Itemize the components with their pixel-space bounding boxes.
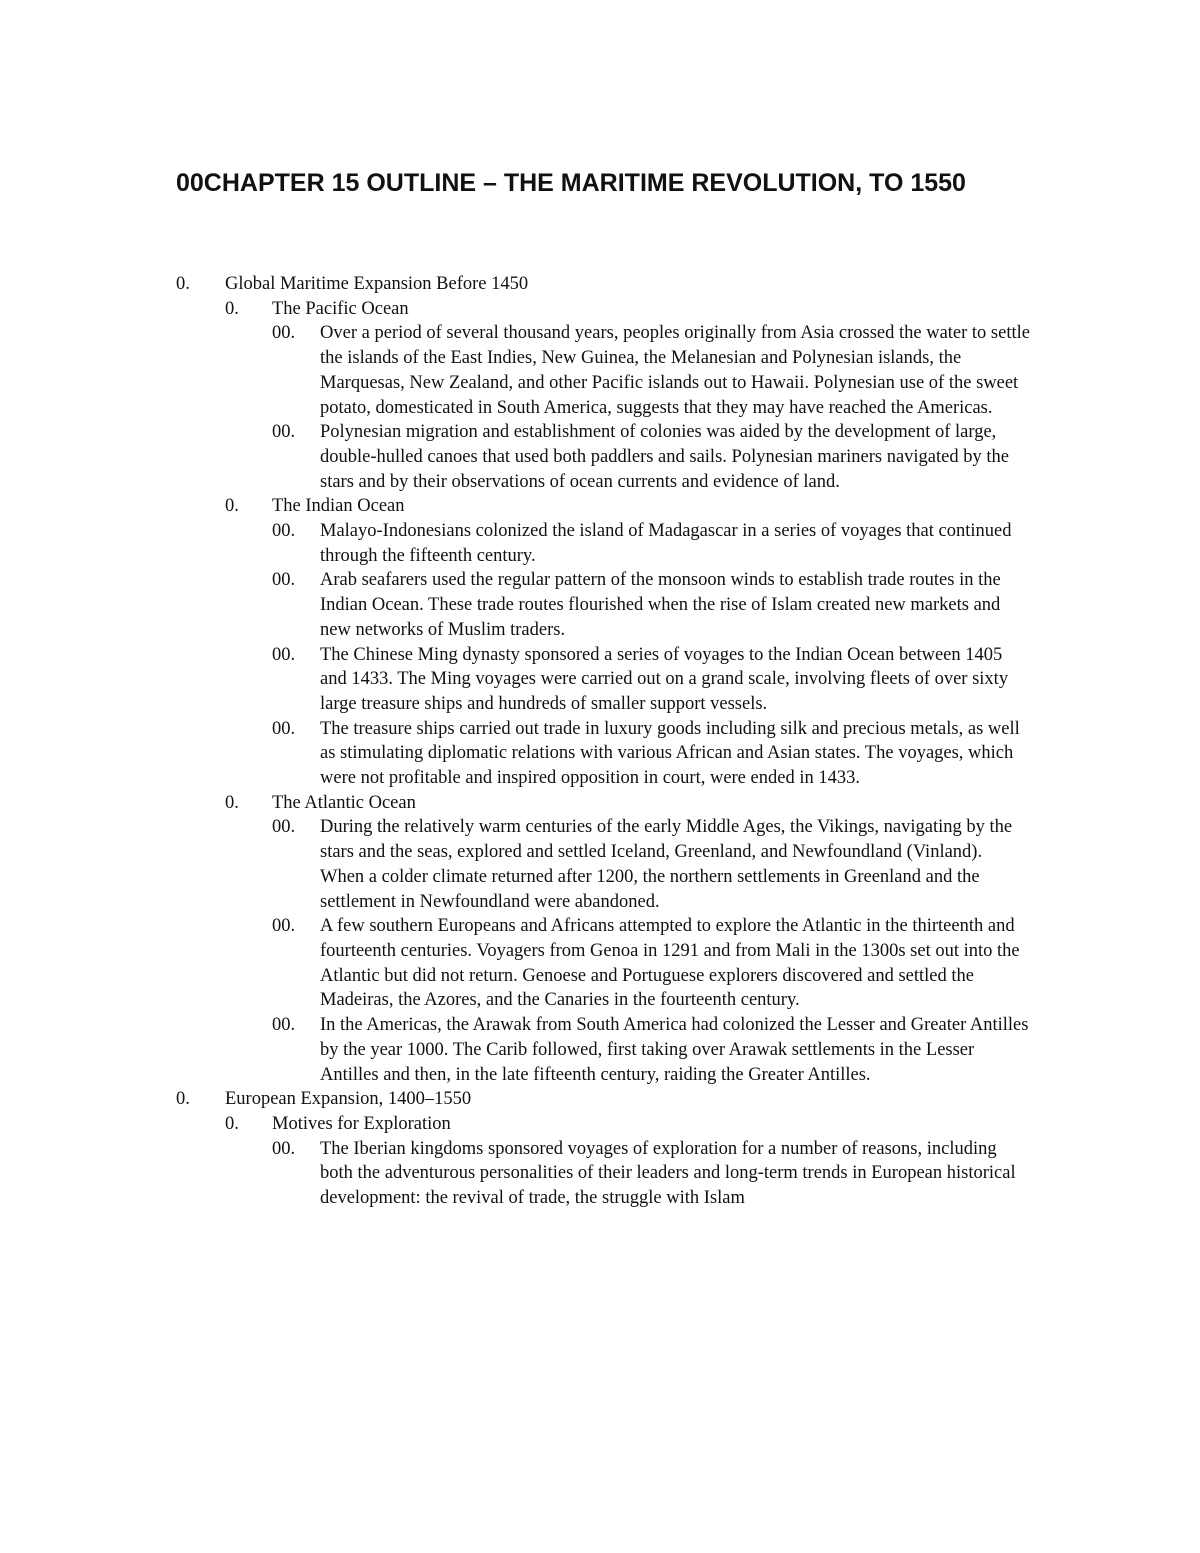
point-text: Malayo-Indonesians colonized the island of Madagascar in a series of voyages that continued through the fifteenth century. (320, 521, 1012, 566)
subsection-item (0, 297, 1200, 322)
point-text: The Iberian kingdoms sponsored voyages of exploration for a number of reasons, including both the adventurous personalities of their leaders and long-term trends in European historical development: the revival of trade, the struggle with Islam (320, 1138, 1016, 1209)
subsection-heading: The Atlantic Ocean (272, 792, 416, 813)
point-marker: 00. (272, 1015, 296, 1036)
point-marker: 00. (272, 1138, 296, 1159)
point-item (0, 321, 1200, 420)
outline (0, 272, 1200, 1211)
section-item (0, 272, 1200, 297)
point-item (0, 420, 1200, 494)
point-item (0, 914, 1200, 1013)
point-item (0, 643, 1200, 717)
point-marker: 00. (272, 521, 296, 542)
section-marker: 0. (176, 274, 190, 294)
point-item (0, 815, 1200, 914)
subsection-marker: 0. (225, 496, 239, 517)
point-marker: 00. (272, 570, 296, 591)
point-item (0, 568, 1200, 642)
point-item (0, 717, 1200, 791)
section-item (0, 1087, 1200, 1112)
subsection-item (0, 791, 1200, 816)
subsection-marker: 0. (225, 1113, 239, 1134)
section-heading: Global Maritime Expansion Before 1450 (225, 274, 529, 294)
subsection-marker: 0. (225, 792, 239, 813)
point-text: During the relatively warm centuries of the early Middle Ages, the Vikings, navigating by the stars and the seas, explored and settled Iceland, Greenland, and Newfoundland (Vinland). When a colder climate returned after 1200, the northern settlements in Greenland and the settlement in Newfoundland were abandoned. (320, 817, 1013, 912)
point-text: The treasure ships carried out trade in luxury goods including silk and precious metals, as well as stimulating diplomatic relations with various African and Asian states. The voyages, which were not profitable and inspired opposition in court, were ended in 1433. (320, 718, 1020, 789)
point-item (0, 519, 1200, 568)
point-marker: 00. (272, 644, 296, 665)
subsection-item (0, 494, 1200, 519)
point-text: Over a period of several thousand years, peoples originally from Asia crossed the water to settle the islands of the East Indies, New Guinea, the Melanesian and Polynesian islands, the Marquesas, New Zealand, and other Pacific islands out to Hawaii. Polynesian use of the sweet potato, domesticated in South America, suggests that they may have reached the Americas. (320, 323, 1030, 418)
point-item (0, 1137, 1200, 1211)
point-marker: 00. (272, 916, 296, 937)
point-text: Polynesian migration and establishment of colonies was aided by the development of large, double-hulled canoes that used both paddlers and sails. Polynesian mariners navigated by the stars and by their observations of ocean currents and evidence of land. (320, 422, 1009, 492)
subsection-heading: The Pacific Ocean (272, 298, 409, 319)
point-text: In the Americas, the Arawak from South America had colonized the Lesser and Greater Antilles by the year 1000. The Carib followed, first taking over Arawak settlements in the Lesser Antilles and then, in the late fifteenth century, raiding the Greater Antilles. (320, 1015, 1029, 1085)
point-text: Arab seafarers used the regular pattern of the monsoon winds to establish trade routes in the Indian Ocean. These trade routes flourished when the rise of Islam created new markets and new networks of Muslim traders. (320, 570, 1001, 640)
subsection-marker: 0. (225, 298, 239, 319)
section-heading: European Expansion, 1400–1550 (225, 1089, 472, 1110)
point-item (0, 1013, 1200, 1087)
point-text: The Chinese Ming dynasty sponsored a series of voyages to the Indian Ocean between 1405 and 1433. The Ming voyages were carried out on a grand scale, involving fleets of over sixty large treasure ships and hundreds of smaller support vessels. (320, 644, 1009, 714)
section-marker: 0. (176, 1089, 190, 1110)
point-marker: 00. (272, 718, 296, 739)
subsection-heading: The Indian Ocean (272, 496, 405, 517)
point-marker: 00. (272, 323, 296, 344)
point-marker: 00. (272, 422, 296, 443)
point-marker: 00. (272, 817, 296, 838)
subsection-heading: Motives for Exploration (272, 1113, 451, 1134)
page-title: 00CHAPTER 15 OUTLINE – THE MARITIME REVOLUTION, TO 1550 (176, 169, 966, 197)
subsection-item (0, 1112, 1200, 1137)
point-text: A few southern Europeans and Africans attempted to explore the Atlantic in the thirteenth and fourteenth centuries. Voyagers from Genoa in 1291 and from Mali in the 1300s set out into the Atlantic but did not return. Genoese and Portuguese explorers discovered and settled the Madeiras, the Azores, and the Canaries in the fourteenth century. (320, 916, 1020, 1011)
